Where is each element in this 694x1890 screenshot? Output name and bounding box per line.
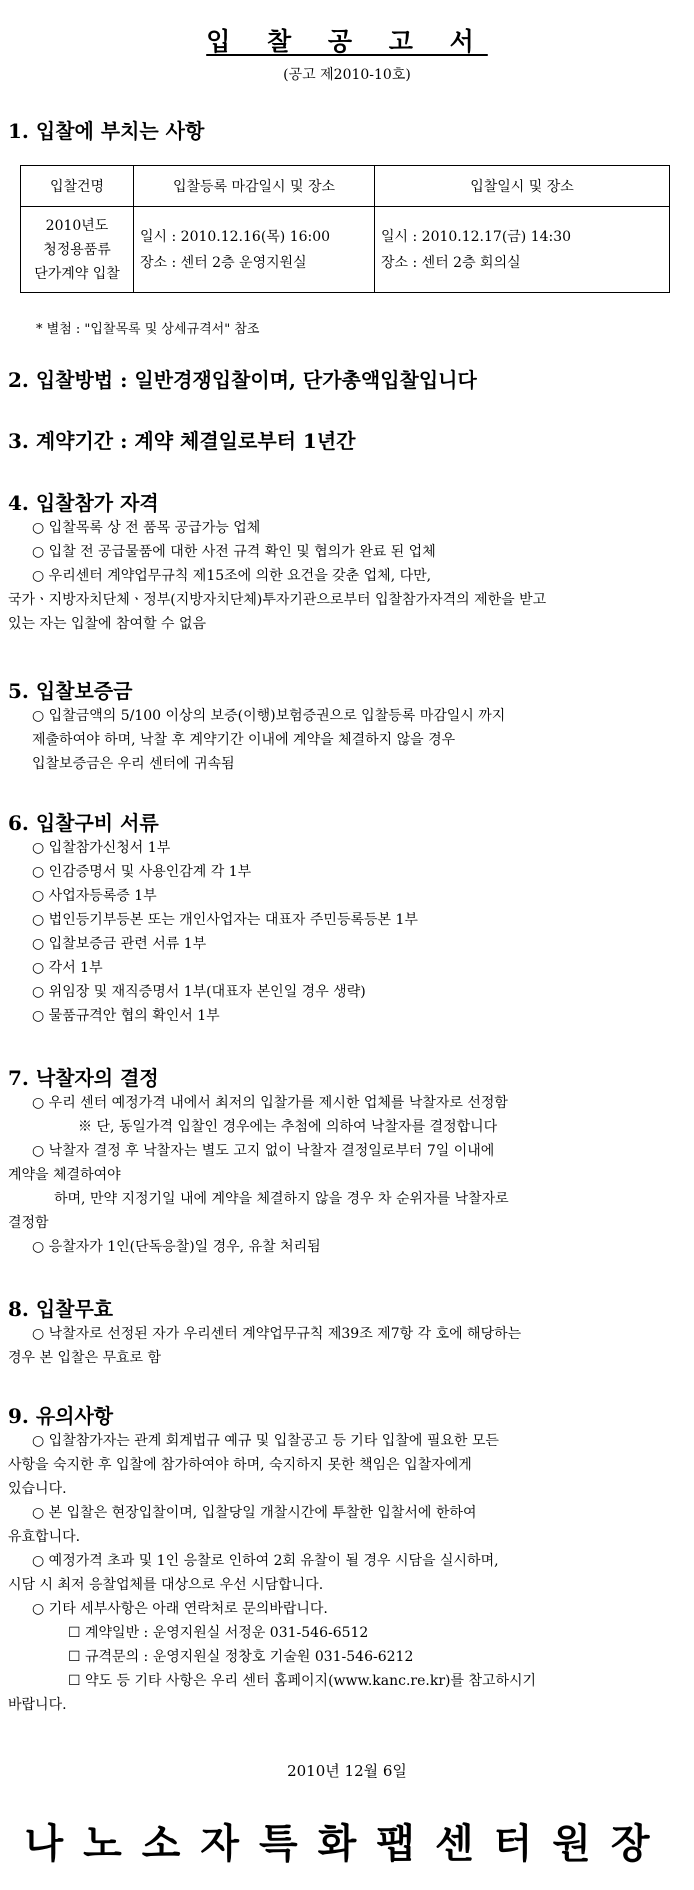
bid-info-table xyxy=(20,165,670,293)
list-item: 입찰보증금은 우리 센터에 귀속됨 xyxy=(32,756,235,772)
contact-general: ☐ 계약일반 : 운영지원실 서정운 031-546-6512 xyxy=(68,1625,369,1641)
list-item: ○ 낙찰자로 선정된 자가 우리센터 계약업무규칙 제39조 제7항 각 호에 해당하는 xyxy=(32,1326,522,1342)
section-5-heading: 5. 입찰보증금 xyxy=(8,679,133,703)
table-header-row xyxy=(21,166,670,207)
list-item: ○ 본 입찰은 현장입찰이며, 입찰당일 개찰시간에 투찰한 입찰서에 한하여 xyxy=(32,1505,477,1521)
list-item: ○ 입찰목록 상 전 품목 공급가능 업체 xyxy=(32,520,261,536)
list-item: ○ 우리센터 계약업무규칙 제15조에 의한 요건을 갖춘 업체, 다만, xyxy=(32,568,432,584)
list-item: ○ 우리 센터 예정가격 내에서 최저의 입찰가를 제시한 업체를 낙찰자로 선정함 xyxy=(32,1095,508,1111)
list-item: ○ 입찰 전 공급물품에 대한 사전 규격 확인 및 협의가 완료 된 업체 xyxy=(32,544,436,560)
list-item: 국가ㆍ지방자치단체ㆍ정부(지방자치단체)투자기관으로부터 입찰참가자격의 제한을 받고 xyxy=(8,592,547,608)
list-item: 있습니다. xyxy=(8,1481,67,1497)
bid-place: 장소 : 센터 2층 회의실 xyxy=(381,254,521,271)
section-8-heading: 8. 입찰무효 xyxy=(8,1297,114,1321)
list-item: ○ 입찰보증금 관련 서류 1부 xyxy=(32,936,207,952)
section-4 xyxy=(8,490,678,636)
header-registration: 입찰등록 마감일시 및 장소 xyxy=(134,166,375,207)
section-4-heading: 4. 입찰참가 자격 xyxy=(8,491,159,515)
list-item: 제출하여야 하며, 낙찰 후 계약기간 이내에 계약을 체결하지 않을 경우 xyxy=(32,732,456,748)
list-item: ○ 물품규격안 협의 확인서 1부 xyxy=(32,1008,220,1024)
list-item: ○ 기타 세부사항은 아래 연락처로 문의바랍니다. xyxy=(32,1601,328,1617)
list-item: 계약을 체결하여야 xyxy=(8,1167,121,1183)
list-item: ○ 사업자등록증 1부 xyxy=(32,888,157,904)
list-item: 경우 본 입찰은 무효로 함 xyxy=(8,1350,162,1366)
list-item: 하며, 만약 지정기일 내에 계약을 체결하지 않을 경우 차 순위자를 낙찰자로 xyxy=(54,1191,509,1207)
section-1 xyxy=(8,118,678,144)
table-row xyxy=(21,207,670,293)
section-2 xyxy=(8,367,678,393)
list-item: ※ 단, 동일가격 입찰인 경우에는 추첨에 의하여 낙찰자를 결정합니다 xyxy=(78,1119,498,1135)
section-3 xyxy=(8,428,678,454)
list-item: 사항을 숙지한 후 입찰에 참가하여야 하며, 숙지하지 못한 책임은 입찰자에게 xyxy=(8,1457,472,1473)
list-item: ○ 인감증명서 및 사용인감계 각 1부 xyxy=(32,864,252,880)
attachment-note: * 별첨 : "입찰목록 및 상세규격서" 참조 xyxy=(36,322,260,337)
list-item: ○ 위임장 및 재직증명서 1부(대표자 본인일 경우 생략) xyxy=(32,984,366,1000)
notice-date: 2010년 12월 6일 xyxy=(287,1762,407,1780)
section-9-heading: 9. 유의사항 xyxy=(8,1404,114,1428)
bid-time-place-cell xyxy=(375,207,670,293)
section-1-heading: 1. 입찰에 부치는 사항 xyxy=(8,119,205,143)
section-2-heading: 2. 입찰방법 : 일반경쟁입찰이며, 단가총액입찰입니다 xyxy=(8,368,477,392)
contact-spec: ☐ 규격문의 : 운영지원실 정창호 기술원 031-546-6212 xyxy=(68,1649,414,1665)
document-title: 입 찰 공 고 서 xyxy=(206,27,488,56)
bid-time: 일시 : 2010.12.17(금) 14:30 xyxy=(381,228,572,245)
issuer-signature: 나노소자특화팹센터원장 xyxy=(24,1820,670,1867)
section-3-heading: 3. 계약기간 : 계약 체결일로부터 1년간 xyxy=(8,429,356,453)
section-7 xyxy=(8,1065,678,1259)
section-8 xyxy=(8,1296,678,1370)
section-6-heading: 6. 입찰구비 서류 xyxy=(8,811,159,835)
list-item: ○ 응찰자가 1인(단독응찰)일 경우, 유찰 처리됨 xyxy=(32,1239,321,1255)
list-item: ○ 입찰금액의 5/100 이상의 보증(이행)보험증권으로 입찰등록 마감일시 까지 xyxy=(32,708,506,724)
list-item: 있는 자는 입찰에 참여할 수 없음 xyxy=(8,616,207,632)
header-bid-name: 입찰건명 xyxy=(21,166,134,207)
header-bid-time-place: 입찰일시 및 장소 xyxy=(375,166,670,207)
list-item: ○ 낙찰자 결정 후 낙찰자는 별도 고지 없이 낙찰자 결정일로부터 7일 이내에 xyxy=(32,1143,495,1159)
list-item: 시담 시 최저 응찰업체를 대상으로 우선 시담합니다. xyxy=(8,1577,324,1593)
registration-time: 일시 : 2010.12.16(목) 16:00 xyxy=(140,228,331,245)
notice-number: (공고 제2010-10호) xyxy=(283,67,411,83)
registration-cell xyxy=(134,207,375,293)
list-item: ○ 입찰참가자는 관계 회계법규 예규 및 입찰공고 등 기타 입찰에 필요한 모든 xyxy=(32,1433,499,1449)
section-7-heading: 7. 낙찰자의 결정 xyxy=(8,1066,159,1090)
contact-homepage: ☐ 약도 등 기타 사항은 우리 센터 홈페이지(www.kanc.re.kr)를 참고하시기 xyxy=(68,1673,537,1689)
list-item: ○ 입찰참가신청서 1부 xyxy=(32,840,171,856)
bid-name-cell: 2010년도 청정용품류 단가계약 입찰 xyxy=(21,207,134,293)
list-item: ○ 예정가격 초과 및 1인 응찰로 인하여 2회 유찰이 될 경우 시담을 실시하며, xyxy=(32,1553,499,1569)
list-item: 유효합니다. xyxy=(8,1529,81,1545)
registration-place: 장소 : 센터 2층 운영지원실 xyxy=(140,254,307,271)
list-item: 바랍니다. xyxy=(8,1697,67,1713)
list-item: 결정함 xyxy=(8,1215,49,1231)
list-item: ○ 각서 1부 xyxy=(32,960,103,976)
section-9 xyxy=(8,1403,678,1717)
section-5 xyxy=(8,678,678,776)
section-6 xyxy=(8,810,678,1028)
list-item: ○ 법인등기부등본 또는 개인사업자는 대표자 주민등록등본 1부 xyxy=(32,912,418,928)
